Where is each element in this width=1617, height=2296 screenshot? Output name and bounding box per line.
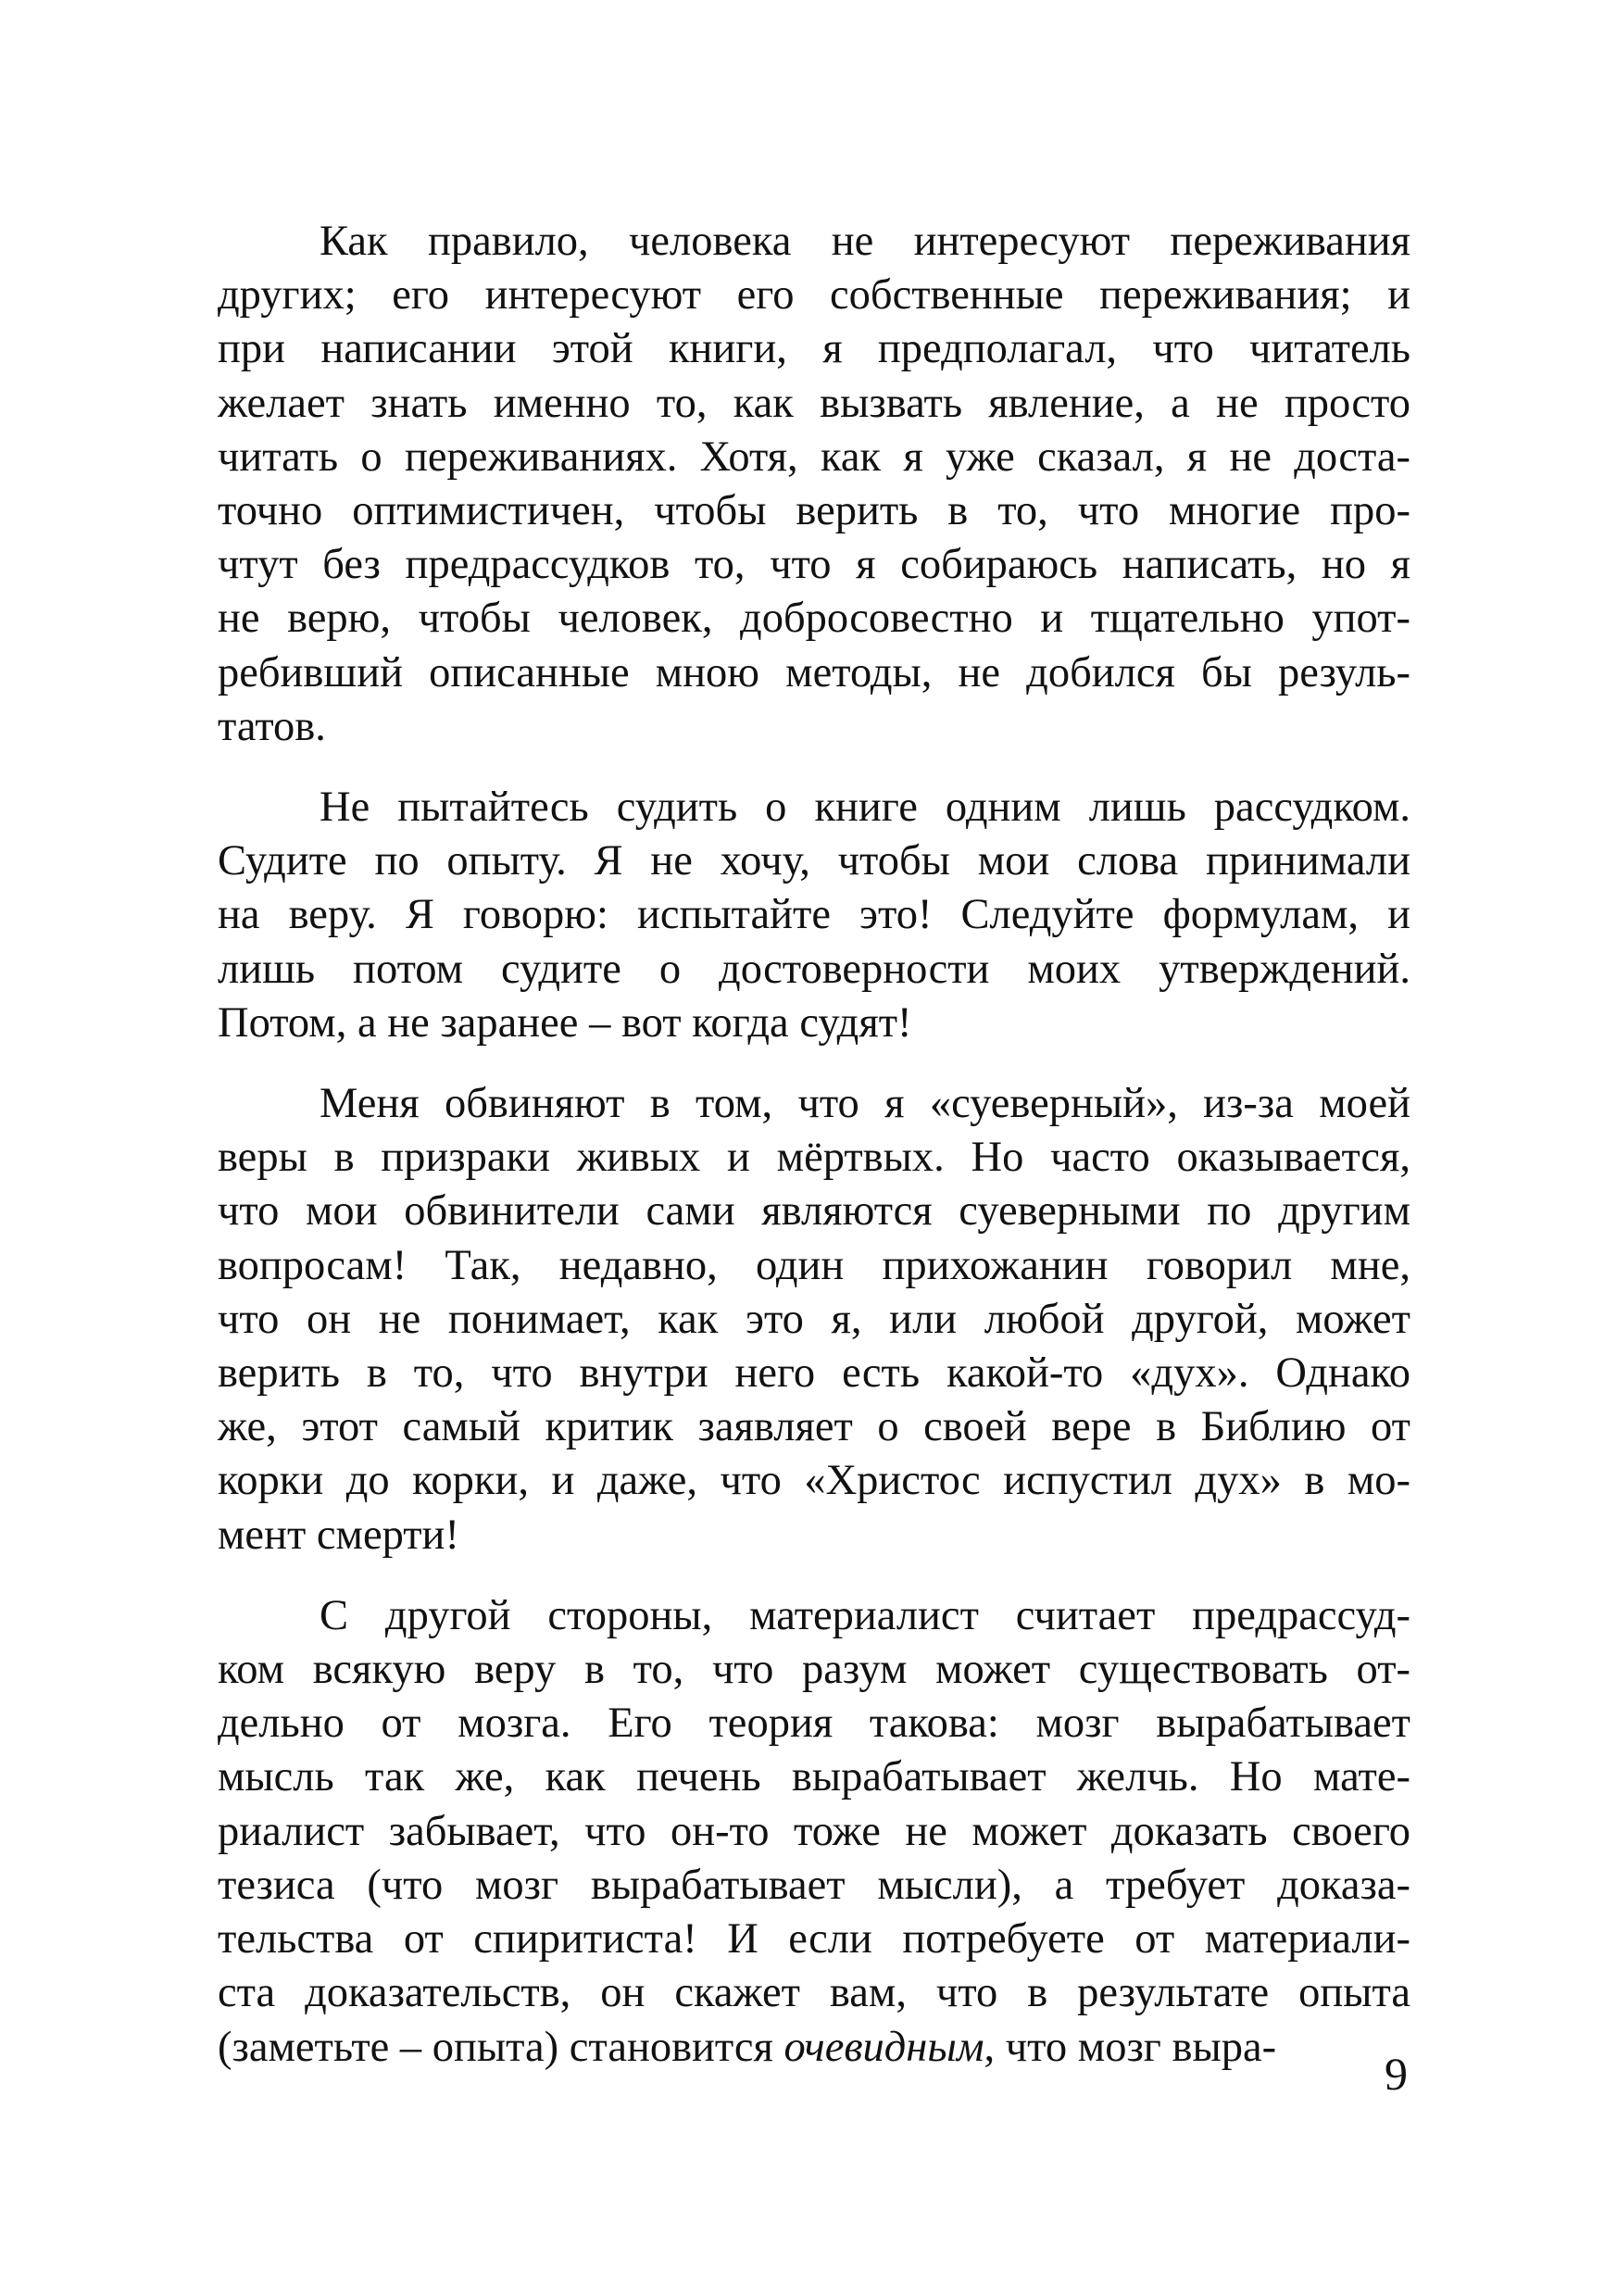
text-line: корки до корки, и даже, что «Христос испустил дух» в мо- <box>218 1457 1410 1505</box>
paragraph <box>218 215 1410 754</box>
text-line: ребивший описанные мною методы, не добился бы резуль- <box>218 648 1410 696</box>
text-line: татов. <box>218 702 326 750</box>
text-line: желает знать именно то, как вызвать явление, а не просто <box>218 379 1410 427</box>
text-line: мысль так же, как печень вырабатывает желчь. Но мате- <box>218 1753 1410 1801</box>
text-run: (заметьте – опыта) становится <box>218 2023 784 2071</box>
text-line: Меня обвиняют в том, что я «суеверный», из-за моей <box>320 1080 1410 1128</box>
text-line: веры в призраки живых и мёртвых. Но часто оказывается, <box>218 1134 1410 1182</box>
paragraph <box>218 1077 1410 1562</box>
text-line: других; его интересуют его собственные переживания; и <box>218 271 1410 320</box>
text-line: читать о переживаниях. Хотя, как я уже сказал, я не доста- <box>218 433 1410 481</box>
text-line: Как правило, человека не интересуют переживания <box>320 218 1410 265</box>
text-line <box>218 2021 1410 2075</box>
text-run: , что мозг выра- <box>984 2023 1277 2071</box>
text-line: ком всякую веру в то, что разум может существовать от- <box>218 1646 1410 1694</box>
text-line: лишь потом судите о достоверности моих утверждений. <box>218 945 1410 993</box>
page-number: 9 <box>1385 2048 1408 2100</box>
text-line: верить в то, что внутри него есть какой-то «дух». Однако <box>218 1349 1410 1398</box>
text-line: чтут без предрассудков то, что я собираюсь написать, но я <box>218 541 1410 589</box>
text-line: С другой стороны, материалист считает предрассуд- <box>320 1591 1410 1639</box>
emphasis-text: очевидным <box>783 2023 984 2071</box>
text-line: же, этот самый критик заявляет о своей вере в Библию от <box>218 1403 1410 1451</box>
text-line: риалист забывает, что он-то тоже не может доказать своего <box>218 1807 1410 1855</box>
text-line: мент смерти! <box>218 1511 459 1559</box>
text-line: дельно от мозга. Его теория такова: мозг вырабатывает <box>218 1700 1410 1748</box>
body-text <box>218 215 1410 2102</box>
text-line: вопросам! Так, недавно, один прихожанин говорил мне, <box>218 1241 1410 1289</box>
paragraph <box>218 781 1410 1050</box>
text-line: на веру. Я говорю: испытайте это! Следуйте формулам, и <box>218 891 1410 939</box>
text-line: тезиса (что мозг вырабатывает мысли), а требует доказа- <box>218 1861 1410 1909</box>
paragraph <box>218 1589 1410 2075</box>
text-line: при написании этой книги, я предполагал, что читатель <box>218 325 1410 373</box>
text-line: ста доказательств, он скажет вам, что в результате опыта <box>218 1969 1410 2017</box>
text-line: Судите по опыту. Я не хочу, чтобы мои слова принимали <box>218 837 1410 885</box>
text-line: тельства от спиритиста! И если потребуете от материали- <box>218 1915 1410 1964</box>
text-line: Потом, а не заранее – вот когда судят! <box>218 998 912 1047</box>
text-line: точно оптимистичен, чтобы верить в то, что многие про- <box>218 487 1410 535</box>
text-line: Не пытайтесь судить о книге одним лишь рассудком. <box>320 784 1410 832</box>
text-line: что он не понимает, как это я, или любой другой, может <box>218 1295 1410 1343</box>
text-line: что мои обвинители сами являются суеверными по другим <box>218 1187 1410 1236</box>
text-line: не верю, чтобы человек, добросовестно и тщательно упот- <box>218 595 1410 643</box>
